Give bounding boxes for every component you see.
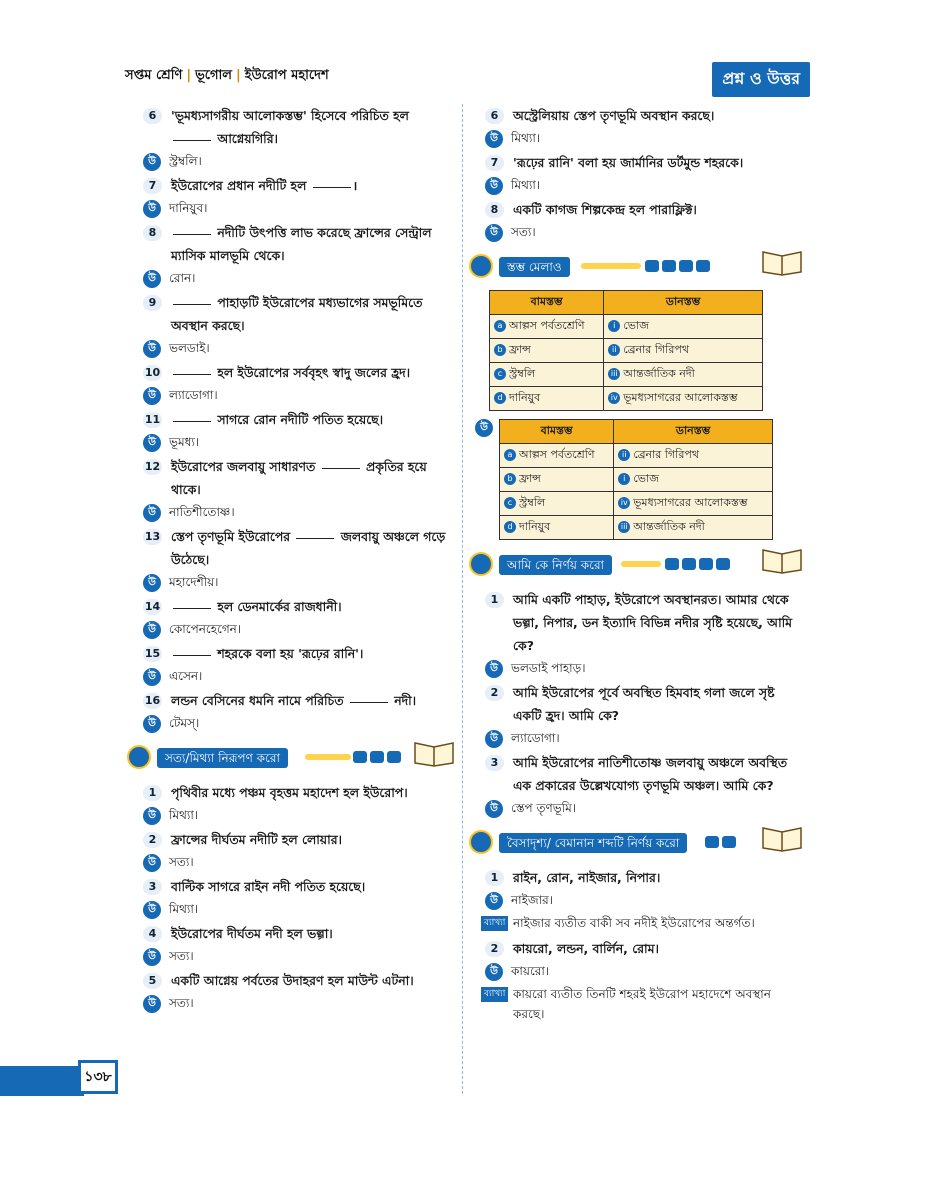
answer (143, 804, 455, 827)
bulb-icon (469, 830, 493, 854)
question-text: ফ্রান্সের দীর্ঘতম নদীটি হল লোয়ার। (171, 832, 342, 847)
blank-line (322, 467, 360, 469)
section-title: আমি কে নির্ণয় করো (499, 555, 612, 575)
page-number: ১৩৮ (78, 1060, 118, 1094)
answer-text: ল্যাডোগা। (169, 388, 218, 402)
question-fill-15 (143, 642, 455, 665)
answer (143, 945, 455, 968)
answer-icon: উ (485, 892, 503, 910)
cell: স্ট্রম্বলি (509, 367, 536, 380)
answer (143, 571, 455, 594)
answer-icon: উ (143, 270, 161, 288)
question-text: ইউরোপের দীর্ঘতম নদী হল ভল্গা। (171, 926, 333, 941)
answer (485, 727, 803, 750)
question-number: 4 (143, 926, 162, 942)
question-text: রাইন, রোন, নাইজার, নিপার। (513, 870, 661, 885)
answer-text: মিথ্যা। (511, 178, 541, 192)
question-text: পৃথিবীর মধ্যে পঞ্চম বৃহত্তম মহাদেশ হল ইউরোপ। (171, 785, 408, 800)
row-label: iv (618, 497, 630, 509)
question-text: শহরকে বলা হয় 'রূঢ়ের রানি'। (217, 646, 364, 661)
blank-line (173, 303, 211, 305)
question-number: 9 (143, 295, 162, 311)
question-fill-10 (143, 361, 455, 384)
left-column (143, 104, 455, 1016)
question-who-2 (485, 681, 803, 727)
question-number: 6 (143, 108, 162, 124)
bulb-icon (469, 552, 493, 576)
row-label: iii (618, 521, 630, 533)
match-question-table (485, 290, 803, 411)
question-number: 13 (144, 530, 161, 543)
answer-icon: উ (143, 434, 161, 452)
answer-text: মিথ্যা। (169, 808, 199, 822)
answer-icon: উ (143, 807, 161, 825)
question-number: 15 (144, 647, 161, 660)
answer-icon: উ (143, 574, 161, 592)
answer-icon: উ (143, 387, 161, 405)
question-number: 2 (485, 685, 504, 701)
question-number: 16 (144, 694, 161, 707)
answer (143, 851, 455, 874)
bulb-icon (127, 745, 151, 769)
question-tf-5 (143, 969, 455, 992)
cell: ব্রেনার গিরিপথ (623, 343, 689, 356)
answer-icon: উ (485, 800, 503, 818)
breadcrumb-subject: ভূগোল (195, 68, 232, 83)
question-text: একটি কাগজ শিল্পকেন্দ্র হল পারাফ্লিক্ট। (513, 202, 697, 217)
decor-strip (581, 263, 641, 269)
row-label: a (504, 449, 516, 461)
cell: ভূমধ্যসাগরের আলোকস্তম্ভ (623, 391, 738, 404)
decor-dots (705, 836, 736, 848)
question-tf-4 (143, 922, 455, 945)
question-odd-1 (485, 866, 803, 889)
question-tf-8 (485, 198, 803, 221)
question-number: 3 (143, 879, 162, 895)
row-label: d (494, 392, 506, 404)
explanation-text: কায়রো ব্যতীত তিনটি শহরই ইউরোপ মহাদেশে অবস্থান করছে। (513, 987, 771, 1021)
decor-dots (665, 558, 730, 570)
breadcrumb-chapter: ইউরোপ মহাদেশ (244, 68, 329, 83)
question-number: 8 (143, 225, 162, 241)
section-badge: প্রশ্ন ও উত্তর (712, 62, 810, 97)
row-label: ii (618, 449, 630, 461)
decor-dots (353, 751, 401, 763)
question-tf-2 (143, 828, 455, 851)
question-fill-6 (143, 104, 455, 150)
question-text: একটি আগ্নেয় পর্বতের উদাহরণ হল মাউন্ট এটনা। (171, 973, 414, 988)
cell: দানিয়ুব (519, 520, 551, 533)
question-number: 7 (485, 155, 504, 171)
section-title: বৈসাদৃশ্য/ বেমানান শব্দটি নির্ণয় করো (499, 833, 687, 853)
answer (143, 150, 455, 173)
answer-text: সত্য। (169, 855, 194, 869)
question-odd-2 (485, 937, 803, 960)
question-number: 2 (485, 941, 504, 957)
section-title: স্তম্ভ মেলাও (499, 257, 570, 277)
question-number: 6 (485, 108, 504, 124)
table-row (490, 387, 763, 411)
question-tf-7 (485, 151, 803, 174)
question-number: 2 (143, 832, 162, 848)
answer (143, 197, 455, 220)
question-text: অস্ট্রেলিয়ায় স্তেপ তৃণভূমি অবস্থান করছে। (513, 108, 715, 123)
answer (143, 898, 455, 921)
answer-icon: উ (143, 340, 161, 358)
question-who-3 (485, 751, 803, 797)
question-fill-12 (143, 455, 455, 501)
answer-icon: উ (143, 854, 161, 872)
table-row (500, 468, 773, 492)
explanation-tag: ব্যাখ্যা (481, 916, 508, 931)
column-header: ডানস্তম্ভ (614, 420, 773, 444)
question-tf-3 (143, 875, 455, 898)
row-label: iii (608, 368, 620, 380)
question-fill-13 (143, 525, 455, 571)
answer-icon: উ (143, 995, 161, 1013)
question-fill-7 (143, 174, 455, 197)
answer-text: ভূমধ্য। (169, 435, 200, 449)
question-number: 7 (143, 178, 162, 194)
row-label: ii (608, 344, 620, 356)
answer-icon: উ (143, 153, 161, 171)
answer-text: মিথ্যা। (169, 902, 199, 916)
section-who-am-i (469, 548, 803, 580)
table-row (490, 315, 763, 339)
explanation-text: নাইজার ব্যতীত বাকী সব নদীই ইউরোপের অন্তর্গত। (513, 916, 755, 930)
breadcrumb: সপ্তম শ্রেণি | ভূগোল | ইউরোপ মহাদেশ (125, 68, 329, 83)
match-table (489, 290, 763, 411)
blank-line (350, 701, 388, 703)
answer-icon: উ (485, 963, 503, 981)
answer (143, 431, 455, 454)
question-number: 11 (144, 413, 161, 426)
cell: আল্পস পর্বতশ্রেণি (509, 319, 585, 332)
row-label: c (504, 497, 516, 509)
answer-text: সত্য। (169, 996, 194, 1010)
answer-text: ভলডাই পাহাড়। (511, 661, 586, 675)
breadcrumb-class: সপ্তম শ্রেণি (125, 68, 183, 83)
row-label: i (608, 320, 620, 332)
blank-line (173, 607, 211, 609)
cell: দানিয়ুব (509, 391, 541, 404)
cell: আন্তর্জাতিক নদী (633, 520, 705, 533)
question-text-end: প্রকৃতির হয়ে থাকে। (171, 459, 427, 497)
answer-text: কায়রো। (511, 964, 550, 978)
question-fill-14 (143, 595, 455, 618)
row-label: b (504, 473, 516, 485)
section-true-false (127, 741, 455, 773)
question-text: হল ডেনমার্কের রাজধানী। (217, 599, 342, 614)
question-text: ইউরোপের জলবায়ু সাধারণত (171, 459, 316, 474)
cell: আল্পস পর্বতশ্রেণি (519, 448, 595, 461)
question-text: আমি একটি পাহাড়, ইউরোপে অবস্থানরত। আমার থেকে ভল্গা, নিপার, ডন ইত্যাদি বিভিন্ন নদীর সৃষ্টি হয়েছে, আমি কে? (513, 592, 793, 653)
question-text-end: জলবায়ু অঞ্চলে গড়ে উঠেছে। (171, 529, 446, 567)
match-answer-table (480, 419, 803, 540)
match-answer (499, 419, 773, 540)
answer-icon: উ (485, 730, 503, 748)
question-text: আমি ইউরোপের পূর্বে অবস্থিত হিমবাহ গলা জলে সৃষ্ট একটি হ্রদ। আমি কে? (513, 685, 775, 723)
answer (143, 992, 455, 1015)
table-row (500, 444, 773, 468)
answer (485, 960, 803, 983)
answer (485, 797, 803, 820)
answer-icon: উ (475, 419, 493, 437)
blank-line (173, 373, 211, 375)
row-label: i (618, 473, 630, 485)
answer (143, 384, 455, 407)
column-header: ডানস্তম্ভ (604, 291, 763, 315)
cell: ভোজ (633, 472, 659, 485)
question-number: 1 (485, 592, 504, 608)
column-header: বামস্তম্ভ (490, 291, 604, 315)
question-text: স্তেপ তৃণভূমি ইউরোপের (171, 529, 291, 544)
row-label: iv (608, 392, 620, 404)
answer-icon: উ (143, 621, 161, 639)
question-fill-9 (143, 291, 455, 337)
answer (143, 337, 455, 360)
question-number: 3 (485, 755, 504, 771)
answer-text: সত্য। (511, 225, 536, 239)
decor-strip (305, 754, 351, 760)
question-text: হল ইউরোপের সর্ববৃহৎ স্বাদু জলের হ্রদ। (217, 365, 411, 380)
section-title: সত্য/মিথ্যা নিরূপণ করো (157, 748, 288, 768)
answer-text: রোন। (169, 271, 196, 285)
answer-icon: উ (143, 504, 161, 522)
cell: ভূমধ্যসাগরের আলোকস্তম্ভ (633, 496, 748, 509)
answer-text: মহাদেশীয়। (169, 575, 219, 589)
question-number: 8 (485, 202, 504, 218)
book-icon (413, 735, 455, 767)
answer-text: সত্য। (169, 949, 194, 963)
question-text: কায়রো, লন্ডন, বার্লিন, রোম। (513, 941, 659, 956)
cell: ফ্রান্স (509, 343, 531, 356)
answer-icon: উ (485, 660, 503, 678)
question-text: পাহাড়টি ইউরোপের মধ্যভাগের সমভূমিতে অবস্থান করছে। (171, 295, 423, 333)
decor-dots (645, 260, 710, 272)
question-tf-6 (485, 104, 803, 127)
explanation (485, 984, 803, 1024)
cell: ভোজ (623, 319, 649, 332)
book-icon (761, 820, 803, 852)
answer-text: ভলডাই। (169, 341, 210, 355)
page-header (125, 62, 810, 94)
answer (485, 174, 803, 197)
table-row (490, 363, 763, 387)
row-label: c (494, 368, 506, 380)
question-who-1 (485, 588, 803, 657)
question-tf-1 (143, 781, 455, 804)
question-text: লন্ডন বেসিনের ধমনি নামে পরিচিত (171, 693, 344, 708)
answer-text: এসেন। (169, 669, 203, 683)
table-row (490, 339, 763, 363)
section-match (469, 250, 803, 282)
page-number-block (0, 1058, 118, 1102)
question-text: সাগরে রোন নদীটি পতিত হয়েছে। (217, 412, 384, 427)
decor-strip (621, 561, 661, 567)
answer (485, 657, 803, 680)
blank-line (173, 654, 211, 656)
answer-text: মিথ্যা। (511, 131, 541, 145)
question-text: 'ভূমধ্যসাগরীয় আলোকস্তম্ভ' হিসেবে পরিচিত হল (171, 108, 409, 123)
answer-icon: উ (143, 901, 161, 919)
page-number-stripe (0, 1066, 84, 1096)
answer-text: নাতিশীতোষ্ণ। (169, 505, 235, 519)
answer-text: টেমস্। (169, 716, 200, 730)
table-row (500, 492, 773, 516)
cell: ফ্রান্স (519, 472, 541, 485)
explanation-tag: ব্যাখ্যা (481, 987, 508, 1002)
answer (143, 501, 455, 524)
question-fill-11 (143, 408, 455, 431)
answer (485, 127, 803, 150)
blank-line (173, 233, 211, 235)
section-odd-one-out (469, 826, 803, 858)
bulb-icon (469, 254, 493, 278)
blank-line (173, 139, 211, 141)
question-number: 10 (144, 366, 161, 379)
answer-icon: উ (485, 224, 503, 242)
blank-line (173, 420, 211, 422)
column-divider (462, 104, 463, 1094)
question-fill-8 (143, 221, 455, 267)
answer-text: ল্যাডোগা। (511, 731, 560, 745)
question-number: 1 (143, 785, 162, 801)
question-number: 12 (144, 460, 161, 473)
question-text-end: আগ্নেয়গিরি। (217, 131, 278, 146)
answer-text: কোপেনহেগেন। (169, 622, 242, 636)
answer-text: দানিয়ুব। (169, 201, 208, 215)
answer-icon: উ (143, 715, 161, 733)
question-fill-16 (143, 689, 455, 712)
answer-icon: উ (143, 668, 161, 686)
blank-line (313, 186, 351, 188)
table-row (500, 516, 773, 540)
answer-icon: উ (485, 130, 503, 148)
answer (485, 889, 803, 912)
column-header: বামস্তম্ভ (500, 420, 614, 444)
answer (143, 665, 455, 688)
question-number: 14 (144, 600, 161, 613)
question-text: আমি ইউরোপের নাতিশীতোষ্ণ জলবায়ু অঞ্চলে অবস্থিত এক প্রকারের উল্লেখযোগ্য তৃণভূমি অঞ্চল। আমি কে? (513, 755, 788, 793)
question-number: 1 (485, 870, 504, 886)
question-text: 'রূঢ়ের রানি' বলা হয় জার্মানির ডর্টমুন্ড শহরকে। (513, 155, 744, 170)
blank-line (296, 537, 334, 539)
book-icon (761, 542, 803, 574)
answer (143, 267, 455, 290)
cell: স্ট্রম্বলি (519, 496, 546, 509)
answer-text: স্তেপ তৃণভূমি। (511, 801, 577, 815)
answer-text: স্ট্রম্বলি। (169, 154, 202, 168)
row-label: d (504, 521, 516, 533)
cell: ব্রেনার গিরিপথ (633, 448, 699, 461)
cell: আন্তর্জাতিক নদী (623, 367, 695, 380)
question-text: ইউরোপের প্রধান নদীটি হল (171, 178, 307, 193)
row-label: a (494, 320, 506, 332)
answer-icon: উ (143, 948, 161, 966)
question-number: 5 (143, 973, 162, 989)
answer (143, 618, 455, 641)
explanation (485, 913, 803, 933)
answer-icon: উ (485, 177, 503, 195)
row-label: b (494, 344, 506, 356)
question-text-end: নদী। (394, 693, 417, 708)
question-text: নদীটি উৎপত্তি লাভ করেছে ফ্রান্সের সেন্ট্রাল ম্যাসিক মালভূমি থেকে। (171, 225, 432, 263)
right-column (480, 104, 803, 1028)
question-text-end: । (352, 178, 358, 193)
answer-text: নাইজার। (511, 893, 553, 907)
answer (143, 712, 455, 735)
question-text: বাল্টিক সাগরে রাইন নদী পতিত হয়েছে। (171, 879, 366, 894)
book-icon (761, 244, 803, 276)
answer-icon: উ (143, 200, 161, 218)
answer (485, 221, 803, 244)
